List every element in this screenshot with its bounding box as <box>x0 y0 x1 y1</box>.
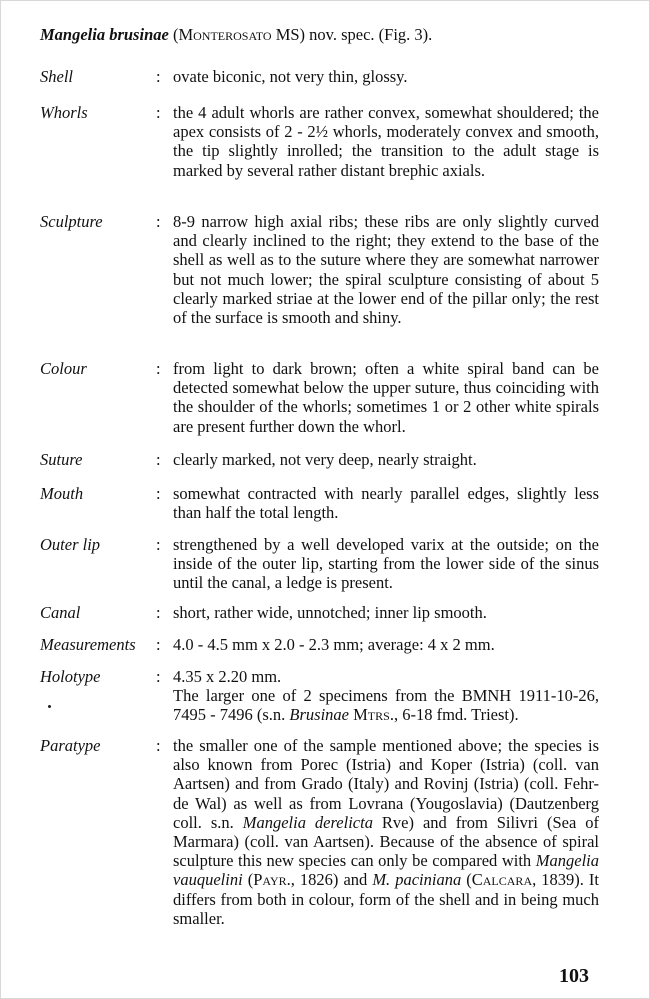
entry-definition: the 4 adult whorls are rather convex, somewhat shouldered; the apex consists of 2 - 2½ whorls, moderately convex and smooth, the tip slightly inrolled; the transition to the adult stage is marked by several rather distant brephic axials. <box>173 103 599 180</box>
entry-colon: : <box>156 736 161 755</box>
entry-term: Paratype <box>40 736 101 755</box>
entry-term: Outer lip <box>40 535 101 554</box>
entry-definition <box>173 667 599 725</box>
entry-term: Colour <box>40 359 87 378</box>
entry-definition: somewhat contracted with nearly parallel edges, slightly less than half the total length. <box>173 484 599 523</box>
italic-run: M. paciniana <box>372 870 462 890</box>
text-run: , 6-18 fmd. Triest). <box>393 705 519 725</box>
entry-term: Suture <box>40 450 83 469</box>
holotype-measurement: 4.35 x 2.20 mm. <box>173 667 282 686</box>
entry-definition: the smaller one of the sample mentioned above; the species is also known from Porec (Istria) and Koper (Istria) (coll. van Aartsen) and from Grado (Italy) and Rovinj (Istria) (coll. Fehr-de Wal) as well as from Lovrana (Yougoslavia) (Dautzenberg coll. s.n. Mangelia derelicta Rve) and from Silivri (Sea of Marmara) (coll. van Aartsen). Because of the absence of spiral sculpture this new species can only be compared with Mangelia vauquelini (Payr., 1826) and M. paciniana (Calcara, 1839). It differs from both in colour, form of the shell and in being much smaller. <box>173 736 600 928</box>
entry-definition: short, rather wide, unnotched; inner lip smooth. <box>173 603 487 622</box>
entry-definition: strengthened by a well developed varix at the outside; on the inside of the outer lip, starting from the lower side of the sinus until the canal, a ledge is present. <box>173 535 599 593</box>
smallcaps-run: Payr. <box>253 870 291 890</box>
entry-colon: : <box>156 450 161 469</box>
entry-definition: 8-9 narrow high axial ribs; these ribs are only slightly curved and clearly inclined to the right; they extend to the base of the shell as well as to the suture where they are somewhat narrower but not much lower; the spiral sculpture consisting of about 5 clearly marked striae at the lower end of the pillar only; the rest of the surface is smooth and shiny. <box>173 212 599 328</box>
print-speck <box>48 705 51 708</box>
entry-colon: : <box>156 103 161 122</box>
entry-colon: : <box>156 667 161 686</box>
text-run: Rve) and from Silivri (Sea of Marmara) (coll. van Aartsen). Because of the absence of spiral sculpture this new species can only be compared with <box>173 812 599 871</box>
entry-term: Shell <box>40 67 73 86</box>
italic-run: Mangelia derelicta <box>242 812 373 832</box>
entry-colon: : <box>156 67 161 86</box>
italic-run: Brusinae <box>289 705 350 725</box>
entry-colon: : <box>156 603 161 622</box>
species-heading <box>40 25 432 45</box>
text-run: , 1839). It differs from both in colour, form of the shell and in being much smaller. <box>173 870 600 928</box>
entry-definition: 4.0 - 4.5 mm x 2.0 - 2.3 mm; average: 4 x 2 mm. <box>173 635 495 654</box>
text-run: The larger one of 2 specimens from the BMNH 1911-10-26, 7495 - 7496 (s.n. <box>173 686 599 725</box>
entry-colon: : <box>156 635 161 654</box>
entry-term: Canal <box>40 603 81 622</box>
entry-colon: : <box>156 359 161 378</box>
entry-term: Whorls <box>40 103 88 122</box>
entry-term: Measurements <box>40 635 136 654</box>
entry-term: Mouth <box>40 484 84 503</box>
entry-colon: : <box>156 212 161 231</box>
species-name: Mangelia brusinae <box>40 25 169 44</box>
page-number: 103 <box>559 965 589 987</box>
entry-term: Holotype <box>40 667 101 686</box>
text-run: the smaller one of the sample mentioned above; the species is also known from Porec (Istria) and Koper (Istria) (coll. van Aartsen) and from Grado (Italy) and Rovinj (Istria) (coll. Fehr-de Wal) as well as from Lovrana (Yougoslavia) (Dautzenberg coll. s.n. <box>173 736 599 832</box>
holotype-description <box>173 686 599 724</box>
entry-definition: clearly marked, not very deep, nearly straight. <box>173 450 477 469</box>
entry-definition: from light to dark brown; often a white spiral band can be detected somewhat below the upper suture, thus coinciding with the shoulder of the whorls; sometimes 1 or 2 other white spirals are present further down the whorl. <box>173 359 599 436</box>
entry-term: Sculpture <box>40 212 103 231</box>
species-heading-rest: nov. spec. (Fig. 3). <box>309 25 433 44</box>
species-author: (Monterosato MS) <box>172 25 306 44</box>
smallcaps-run: Mtrs. <box>353 705 394 725</box>
entry-definition: ovate biconic, not very thin, glossy. <box>173 67 408 86</box>
entry-colon: : <box>156 484 161 503</box>
entry-colon: : <box>156 535 161 554</box>
smallcaps-run: Calcara <box>471 870 533 890</box>
italic-run: Mangelia vauquelini <box>173 851 599 890</box>
text-run: , 1826) and <box>290 870 373 890</box>
